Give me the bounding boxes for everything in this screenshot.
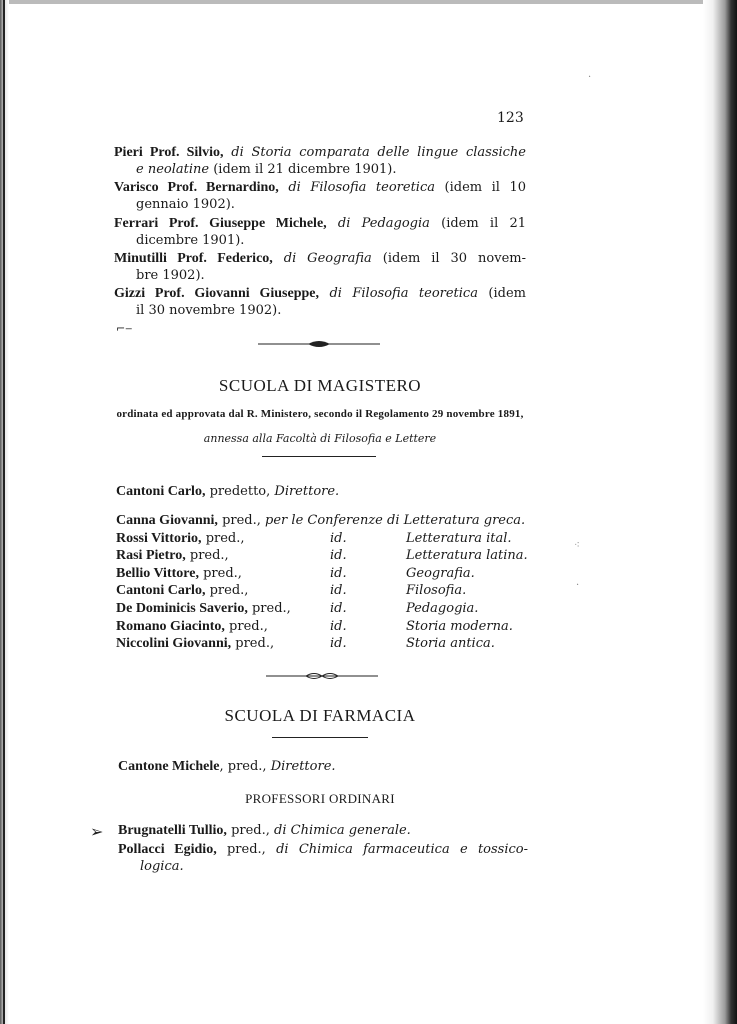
magistero-director [116,484,339,500]
director-name: Cantone Michele [118,759,220,774]
entry-subject-cont: logica. [140,859,184,874]
magistero-rule [262,456,376,457]
entry-date-cont: il 30 novembre 1902). [136,303,282,318]
ornament-divider [266,670,378,682]
row-id: id. [330,548,347,564]
page-number: 123 [497,110,524,126]
paper-speck: ⁖ [574,540,580,551]
row-id: id. [330,618,347,634]
pen-tick-mark: ⌐‒ [116,322,133,335]
table-row [116,600,530,618]
binding-line [3,0,5,1024]
row-subject: Letteratura greca. [403,513,526,528]
paper-speck: · [588,72,592,83]
section-title-farmacia: SCUOLA DI FARMACIA [224,706,416,725]
row-name: Romano Giacinto, [116,618,225,634]
page-right-edge [703,0,737,1024]
entry-varisco [114,179,526,213]
row-subject: Pedagogia. [406,600,479,616]
director-title: Direttore. [270,759,336,774]
row-name: Rossi Vittorio, [116,530,202,546]
row-id: id. [330,636,347,652]
entry-date: (idem [488,286,526,301]
entry-name: Varisco Prof. Bernardino, [114,180,279,195]
professors-heading: PROFESSORI ORDINARI [245,791,395,806]
entry-name: Minutilli Prof. Federico, [114,251,273,266]
entry-date: (idem il 21 dicembre 1901). [213,162,397,177]
row-id: id. [330,530,347,546]
row-subject: Letteratura ital. [406,530,512,546]
entry-name: Brugnatelli Tullio, [118,823,227,838]
entry-date: (idem il 30 novem- [382,251,526,266]
row-name: De Dominicis Saverio, [116,600,248,616]
entry-name: Ferrari Prof. Giuseppe Michele, [114,216,327,231]
row-name: Bellio Vittore, [116,565,199,581]
row-for: per le Conferenze di [265,513,400,528]
entry-name: Pollacci Egidio, [118,842,217,857]
row-name: Cantoni Carlo, [116,583,206,599]
table-row [116,635,530,653]
row-pred: pred., [235,636,275,652]
row-subject: Storia moderna. [406,618,513,634]
table-row [116,618,530,636]
entry-subject: di Geografia [283,251,372,266]
row-pred: pred., [209,583,249,599]
entry-subject: di Chimica farmaceutica e tossico- [276,842,528,857]
table-row [116,530,530,548]
entry-date: (idem il 21 [441,216,526,231]
table-row [116,565,530,583]
row-pred: pred., [229,618,268,634]
entry-date-cont: dicembre 1901). [136,233,245,248]
row-id: id. [330,583,347,599]
entry-minutilli [114,250,526,284]
entry-date-cont: gennaio 1902). [136,197,235,212]
row-subject: Geografia. [406,565,475,581]
row-name: Niccolini Giovanni, [116,636,232,652]
row-name: Rasi Pietro, [116,548,186,564]
director-name: Cantoni Carlo, [116,484,206,499]
director-role: , pred., [219,759,267,774]
pen-check-mark: ➢ [90,822,104,841]
entry-name: Gizzi Prof. Giovanni Giuseppe, [114,286,319,301]
entry-subject: di Pedagogia [337,216,430,231]
row-pred: pred., [222,513,261,528]
entry-subject: di Filosofia teoretica [329,286,478,301]
page-top-edge [0,0,737,4]
conferences-table [116,512,530,653]
entry-subject: di Storia comparata delle lingue classiche [231,145,526,160]
paper-speck: · [576,580,580,591]
farmacia-rule [272,737,368,738]
entry-date: (idem il 10 [444,180,526,195]
row-subject: Filosofia. [406,583,467,599]
row-pred: pred., [205,530,245,546]
row-id: id. [330,600,347,616]
row-subject: Storia antica. [406,636,495,652]
table-row [116,512,530,530]
entry-subject: di Chimica generale. [274,823,411,838]
row-subject: Letteratura latina. [406,548,528,564]
ornament-divider [258,338,380,350]
row-pred: pred., [189,548,229,564]
magistero-subtitle: ordinata ed approvata dal R. Ministero, secondo il Regolamento 29 novembre 1891, [116,408,524,420]
entry-date-cont: bre 1902). [136,268,205,283]
entry-ferrari [114,215,526,249]
director-role: predetto, [209,484,271,499]
farmacia-director [118,759,336,775]
entry-pred: pred., [231,823,270,838]
entry-subject: di Filosofia teoretica [288,180,435,195]
section-title-magistero: SCUOLA DI MAGISTERO [218,376,422,395]
professor-pollacci [118,841,528,875]
entry-subject-cont: e neolatine [136,162,210,177]
entry-name: Pieri Prof. Silvio, [114,145,224,160]
row-name: Canna Giovanni, [116,513,218,528]
table-row [116,582,530,600]
magistero-subtitle-2: annessa alla Facoltà di Filosofia e Lettere [203,432,437,445]
entry-pieri [114,144,526,178]
row-pred: pred., [203,565,242,581]
professor-brugnatelli [118,822,530,839]
director-title: Direttore. [274,484,340,499]
entry-pred: pred., [226,842,266,857]
entry-gizzi [114,285,526,319]
table-row [116,547,530,565]
row-pred: pred., [251,600,291,616]
row-id: id. [330,565,347,581]
